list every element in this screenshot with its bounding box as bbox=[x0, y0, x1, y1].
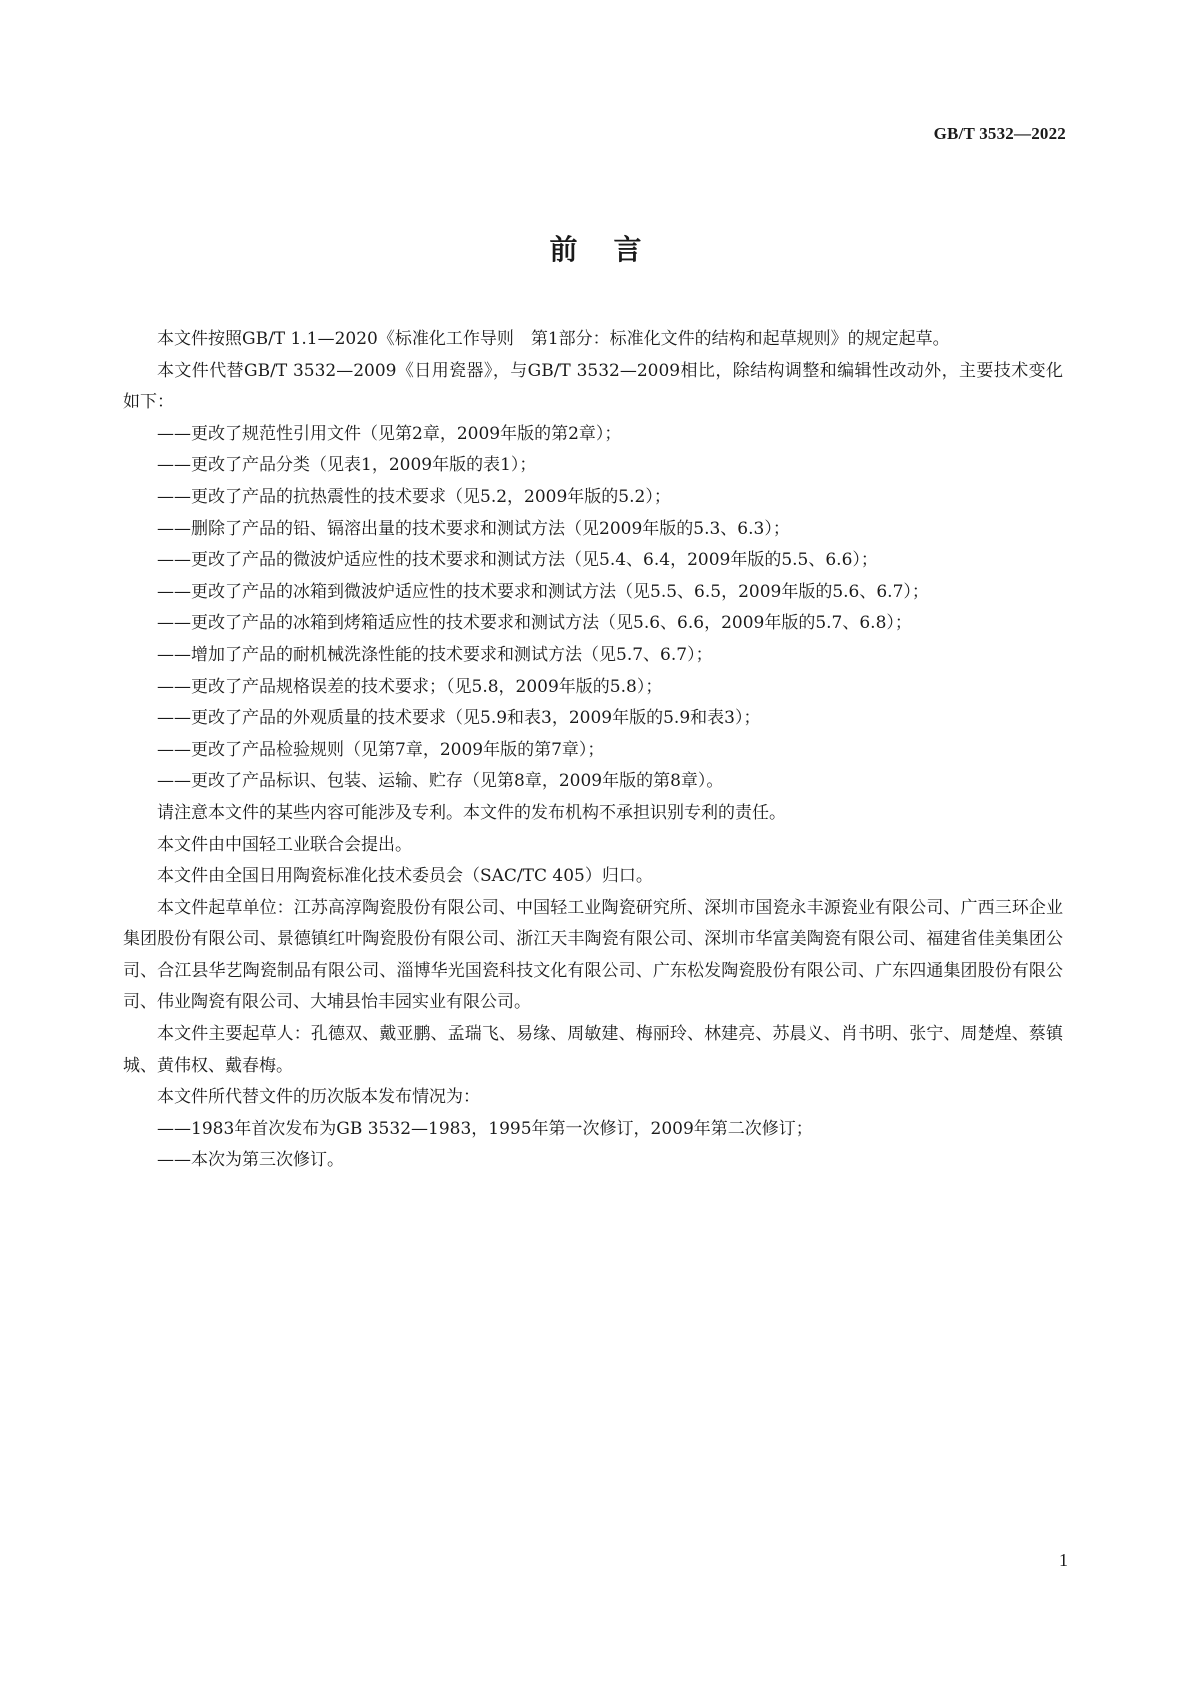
change-item: ——更改了产品的微波炉适应性的技术要求和测试方法（见5.4、6.4，2009年版的5.5、6.6）； bbox=[157, 550, 878, 571]
change-item: ——增加了产品的耐机械洗涤性能的技术要求和测试方法（见5.7、6.7）； bbox=[157, 644, 713, 665]
page-number: 1 bbox=[1059, 1550, 1068, 1570]
change-item: ——更改了产品标识、包装、运输、贮存（见第8章，2009年版的第8章）。 bbox=[157, 771, 724, 792]
change-item: ——更改了产品的冰箱到微波炉适应性的技术要求和测试方法（见5.5、6.5，2009年版的5.6、6.7）； bbox=[157, 581, 929, 602]
change-item: ——更改了产品规格误差的技术要求；（见5.8，2009年版的5.8）； bbox=[157, 676, 663, 697]
paragraph-drafting-rules: 本文件按照GB/T 1.1—2020《标准化工作导则 第1部分：标准化文件的结构和起草规则》的规定起草。 bbox=[157, 329, 950, 349]
history-item: ——本次为第三次修订。 bbox=[157, 1150, 344, 1171]
page-title: 前言 bbox=[549, 233, 678, 266]
change-item: ——更改了产品检验规则（见第7章，2009年版的第7章）； bbox=[157, 739, 605, 760]
paragraph-history-intro: 本文件所代替文件的历次版本发布情况为： bbox=[157, 1087, 480, 1108]
paragraph-patent-notice: 请注意本文件的某些内容可能涉及专利。本文件的发布机构不承担识别专利的责任。 bbox=[157, 802, 786, 823]
change-item: ——更改了产品的冰箱到烤箱适应性的技术要求和测试方法（见5.6、6.6，2009年版的5.7、6.8）； bbox=[157, 613, 912, 634]
paragraph-drafters: 本文件主要起草人：孔德双、戴亚鹏、孟瑞飞、易缘、周敏建、梅丽玲、林建亮、苏晨义、肖书明、张宁、周楚煌、蔡镇城、黄伟权、戴春梅。 bbox=[123, 1024, 1063, 1076]
change-item: ——更改了产品分类（见表1，2009年版的表1）； bbox=[157, 455, 537, 476]
paragraph-replacement: 本文件代替GB/T 3532—2009《日用瓷器》，与GB/T 3532—2009相比，除结构调整和编辑性改动外，主要技术变化如下： bbox=[123, 360, 1063, 413]
change-item: ——更改了产品的抗热震性的技术要求（见5.2，2009年版的5.2）； bbox=[157, 486, 671, 507]
change-item: ——删除了产品的铅、镉溶出量的技术要求和测试方法（见2009年版的5.3、6.3）； bbox=[157, 518, 790, 539]
paragraph-proposed-by: 本文件由中国轻工业联合会提出。 bbox=[157, 834, 412, 855]
standard-code: GB/T 3532—2022 bbox=[933, 124, 1066, 143]
foreword-body bbox=[123, 324, 1063, 1177]
paragraph-drafting-units: 本文件起草单位：江苏高淳陶瓷股份有限公司、中国轻工业陶瓷研究所、深圳市国瓷永丰源瓷业有限公司、广西三环企业集团股份有限公司、景德镇红叶陶瓷股份有限公司、浙江天丰陶瓷有限公司、深圳市华富美陶瓷有限公司、福建省佳美集团公司、合江县华艺陶瓷制品有限公司、淄博华光国瓷科技文化有限公司、广东松发陶瓷股份有限公司、广东四通集团股份有限公司、伟业陶瓷有限公司、大埔县怡丰园实业有限公司。 bbox=[123, 897, 1063, 1013]
history-item: ——1983年首次发布为GB 3532—1983，1995年第一次修订，2009年第二次修订； bbox=[157, 1118, 813, 1139]
paragraph-centralized-by: 本文件由全国日用陶瓷标准化技术委员会（SAC/TC 405）归口。 bbox=[157, 866, 653, 887]
change-item: ——更改了规范性引用文件（见第2章，2009年版的第2章）； bbox=[157, 423, 622, 444]
change-item: ——更改了产品的外观质量的技术要求（见5.9和表3，2009年版的5.9和表3）； bbox=[157, 708, 761, 729]
